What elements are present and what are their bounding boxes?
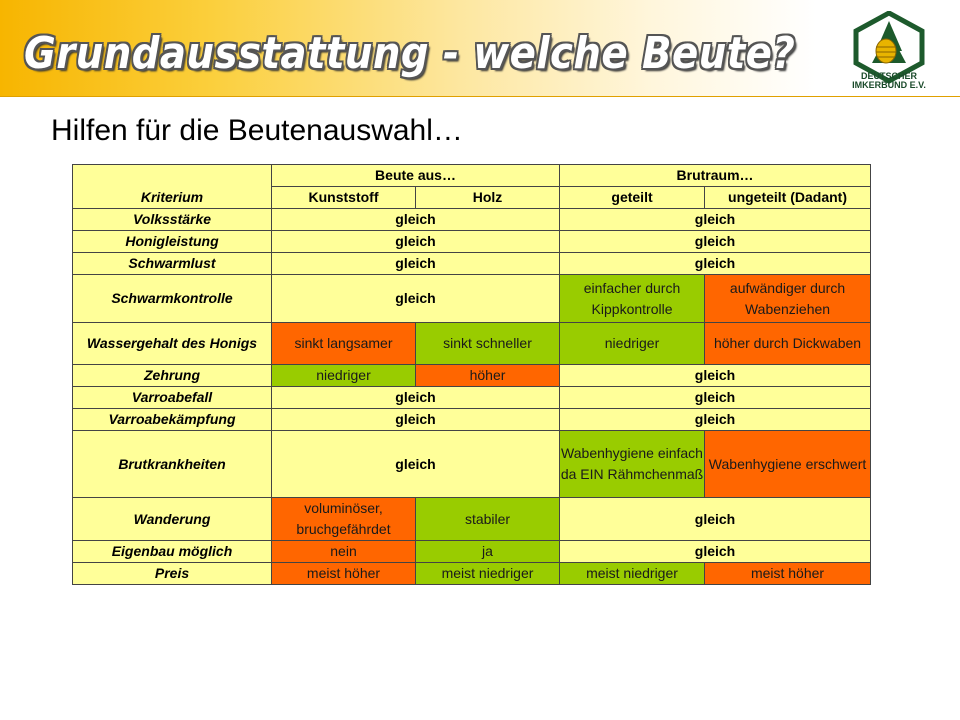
cell-geteilt: meist niedriger xyxy=(560,563,705,585)
table-row xyxy=(73,387,871,409)
cell-ungeteilt: meist höher xyxy=(705,563,871,585)
table-row xyxy=(73,563,871,585)
table-row xyxy=(73,365,871,387)
table-row xyxy=(73,209,871,231)
cell-geteilt: Wabenhygiene einfach da EIN Rähmchenmaß xyxy=(560,431,705,498)
row-criterion: Wassergehalt des Honigs xyxy=(73,323,272,365)
table-row xyxy=(73,541,871,563)
cell-ungeteilt: aufwändiger durch Wabenziehen xyxy=(705,275,871,323)
header-group-beute: Beute aus… xyxy=(272,165,560,187)
cell-beute: gleich xyxy=(272,275,560,323)
cell-brutraum: gleich xyxy=(560,498,871,541)
cell-brutraum: gleich xyxy=(560,209,871,231)
cell-brutraum: gleich xyxy=(560,231,871,253)
header-geteilt: geteilt xyxy=(560,187,705,209)
cell-holz: ja xyxy=(416,541,560,563)
header-kriterium: Kriterium xyxy=(73,165,272,209)
cell-holz: meist niedriger xyxy=(416,563,560,585)
cell-kunststoff: meist höher xyxy=(272,563,416,585)
cell-beute: gleich xyxy=(272,431,560,498)
cell-kunststoff: sinkt langsamer xyxy=(272,323,416,365)
cell-kunststoff: voluminöser, bruchgefährdet xyxy=(272,498,416,541)
row-criterion: Varroabekämpfung xyxy=(73,409,272,431)
table-row xyxy=(73,431,871,498)
cell-beute: gleich xyxy=(272,253,560,275)
logo-caption-line-1: DEUTSCHER xyxy=(860,71,917,81)
row-criterion: Preis xyxy=(73,563,272,585)
logo-caption-line-2: IMKERBUND E.V. xyxy=(852,80,926,90)
cell-beute: gleich xyxy=(272,209,560,231)
table-row xyxy=(73,231,871,253)
cell-brutraum: gleich xyxy=(560,541,871,563)
cell-brutraum: gleich xyxy=(560,365,871,387)
header-group-brutraum: Brutraum… xyxy=(560,165,871,187)
row-criterion: Brutkrankheiten xyxy=(73,431,272,498)
header-kunststoff: Kunststoff xyxy=(272,187,416,209)
row-criterion: Wanderung xyxy=(73,498,272,541)
cell-kunststoff: niedriger xyxy=(272,365,416,387)
header-ungeteilt: ungeteilt (Dadant) xyxy=(705,187,871,209)
cell-geteilt: niedriger xyxy=(560,323,705,365)
subtitle: Hilfen für die Beutenauswahl… xyxy=(51,114,463,147)
cell-ungeteilt: höher durch Dickwaben xyxy=(705,323,871,365)
row-criterion: Eigenbau möglich xyxy=(73,541,272,563)
cell-holz: sinkt schneller xyxy=(416,323,560,365)
table-row xyxy=(73,275,871,323)
table-row xyxy=(73,253,871,275)
row-criterion: Honigleistung xyxy=(73,231,272,253)
cell-brutraum: gleich xyxy=(560,253,871,275)
header-holz: Holz xyxy=(416,187,560,209)
row-criterion: Zehrung xyxy=(73,365,272,387)
cell-beute: gleich xyxy=(272,409,560,431)
cell-kunststoff: nein xyxy=(272,541,416,563)
cell-brutraum: gleich xyxy=(560,409,871,431)
cell-beute: gleich xyxy=(272,231,560,253)
header-divider xyxy=(0,96,960,97)
cell-brutraum: gleich xyxy=(560,387,871,409)
row-criterion: Volksstärke xyxy=(73,209,272,231)
beuten-comparison-table xyxy=(72,164,871,585)
logo-caption xyxy=(834,72,944,90)
row-criterion: Schwarmlust xyxy=(73,253,272,275)
cell-holz: höher xyxy=(416,365,560,387)
row-criterion: Schwarmkontrolle xyxy=(73,275,272,323)
table-row xyxy=(73,323,871,365)
cell-holz: stabiler xyxy=(416,498,560,541)
slide-title: Grundausstattung - welche Beute? xyxy=(24,28,796,79)
cell-geteilt: einfacher durch Kippkontrolle xyxy=(560,275,705,323)
cell-ungeteilt: Wabenhygiene erschwert xyxy=(705,431,871,498)
cell-beute: gleich xyxy=(272,387,560,409)
table-row xyxy=(73,409,871,431)
row-criterion: Varroabefall xyxy=(73,387,272,409)
table-row xyxy=(73,498,871,541)
